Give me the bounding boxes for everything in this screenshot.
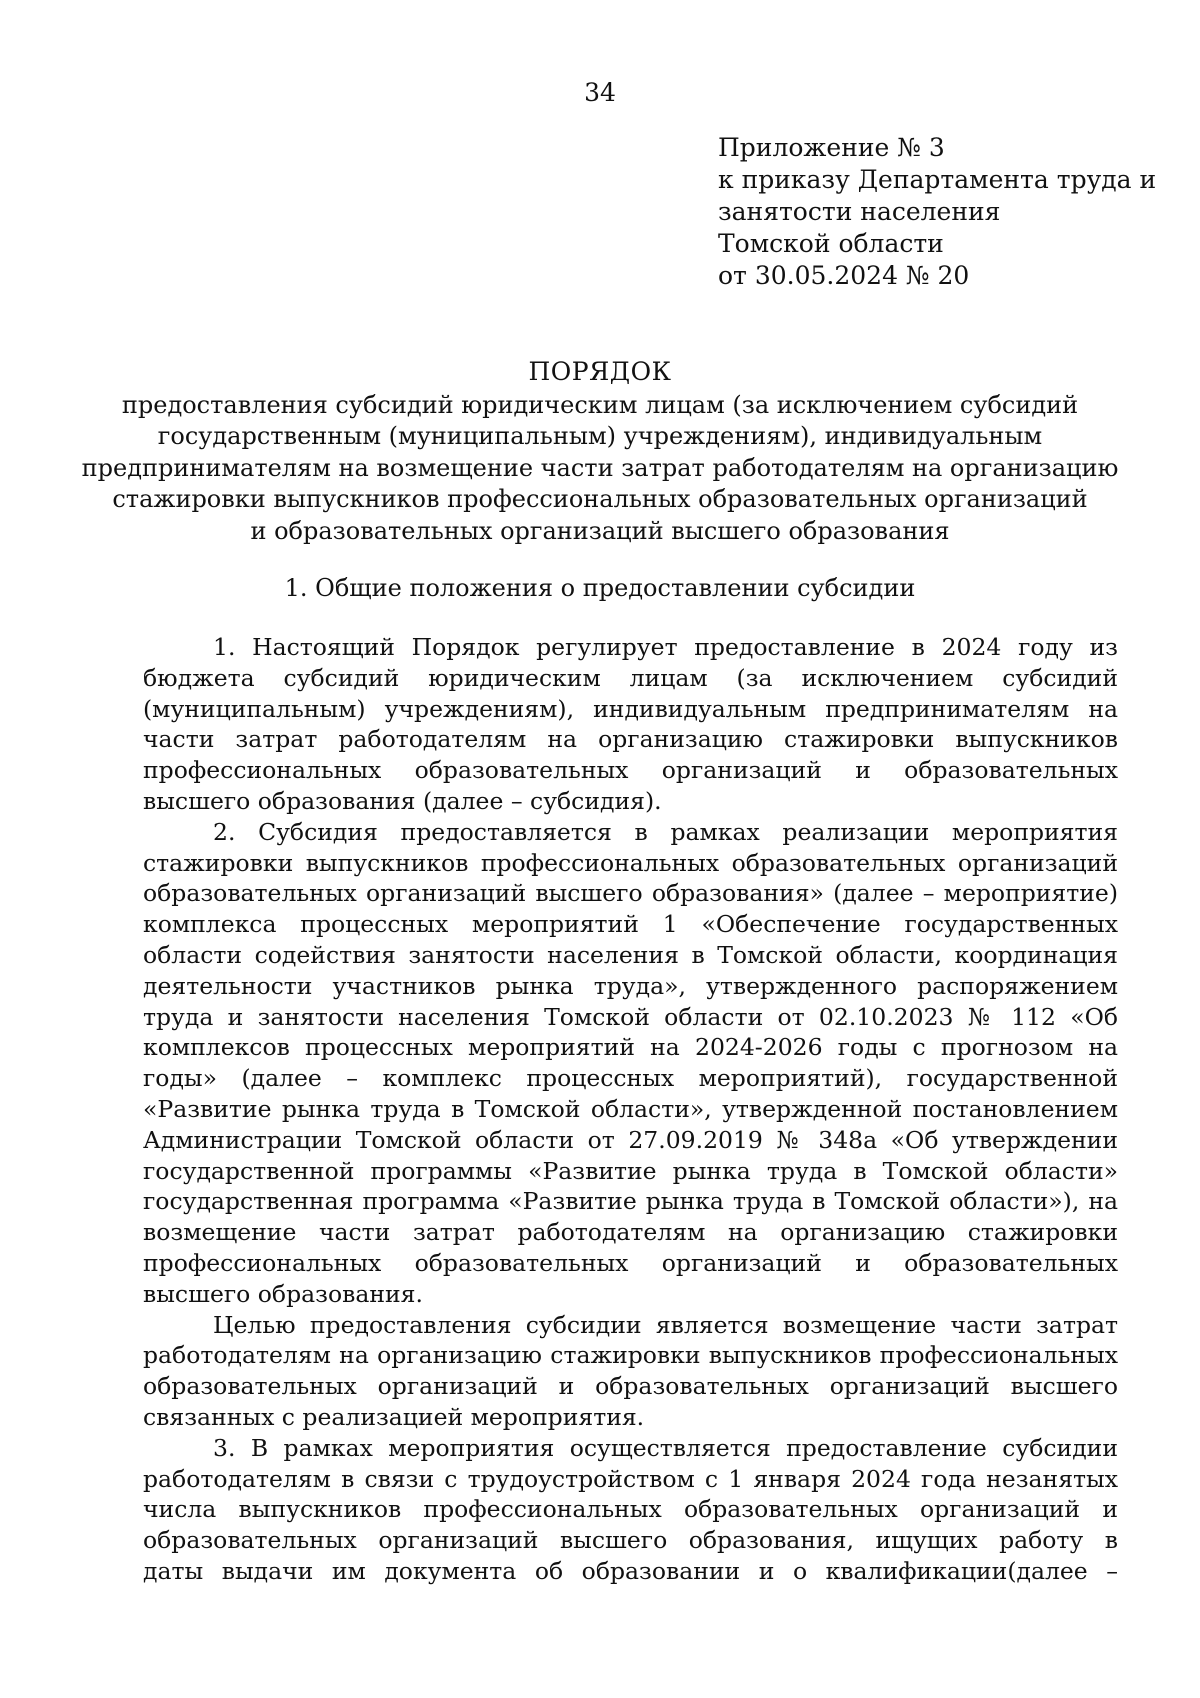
text-line: области содействия занятости населения в Томской области, координация <box>143 940 1118 969</box>
text-line: Целью предоставления субсидии является возмещение части затрат <box>213 1310 1118 1339</box>
appendix-line: занятости населения <box>718 197 1001 226</box>
text-line: образовательных организаций и образовательных организаций высшего <box>143 1372 1118 1401</box>
paragraph-1 <box>143 632 1118 817</box>
text-line: годы» (далее – комплекс процессных мероприятий), государственной <box>143 1064 1118 1093</box>
appendix-line: к приказу Департамента труда и <box>718 165 1157 194</box>
text-line: возмещение части затрат работодателям на организацию стажировки <box>143 1218 1118 1247</box>
text-line: государственной программы «Развитие рынка труда в Томской области» <box>143 1156 1118 1185</box>
title-subline: предоставления субсидий юридическим лицам (за исключением субсидий <box>121 390 1079 419</box>
title-subline: и образовательных организаций высшего образования <box>250 516 950 545</box>
text-line: «Развитие рынка труда в Томской области», утвержденной постановлением <box>143 1094 1118 1123</box>
text-line: деятельности участников рынка труда», утвержденного распоряжением <box>143 971 1118 1000</box>
title-subline: стажировки выпускников профессиональных образовательных организаций <box>112 485 1088 513</box>
section-heading: 1. Общие положения о предоставлении субсидии <box>284 574 916 602</box>
text-line: профессиональных образовательных организаций и образовательных <box>143 1248 1118 1277</box>
text-line: высшего образования. <box>143 1279 423 1308</box>
title-subline: государственным (муниципальным) учреждениям), индивидуальным <box>157 422 1043 450</box>
paragraph-2 <box>143 817 1118 1310</box>
text-line: 3. В рамках мероприятия осуществляется предоставление субсидии <box>213 1433 1118 1462</box>
appendix-line: Томской области <box>718 229 944 258</box>
text-line: 1. Настоящий Порядок регулирует предоставление в 2024 году из <box>213 633 1118 661</box>
text-line: государственная программа «Развитие рынка труда в Томской области»), на <box>143 1187 1118 1216</box>
appendix-line: Приложение № 3 <box>718 133 945 162</box>
text-line: работодателям на организацию стажировки выпускников профессиональных <box>143 1341 1118 1370</box>
text-line: профессиональных образовательных организаций и образовательных <box>143 756 1118 785</box>
appendix-line: от 30.05.2024 № 20 <box>718 261 970 290</box>
text-line: работодателям в связи с трудоустройством с 1 января 2024 года незанятых <box>143 1464 1118 1493</box>
text-line: высшего образования (далее – субсидия). <box>143 786 662 815</box>
text-line: числа выпускников профессиональных образовательных организаций и <box>143 1495 1118 1524</box>
text-line: комплексов процессных мероприятий на 2024-2026 годы с прогнозом на <box>143 1033 1118 1062</box>
document-body <box>143 632 1118 1587</box>
text-line: образовательных организаций высшего образования» (далее – мероприятие) <box>143 879 1118 908</box>
text-line: стажировки выпускников профессиональных образовательных организаций <box>143 848 1118 877</box>
text-line: (муниципальным) учреждениям), индивидуальным предпринимателям на <box>143 694 1118 723</box>
text-line: образовательных организаций высшего образования, ищущих работу в <box>143 1526 1118 1555</box>
document-title: ПОРЯДОК <box>528 357 672 386</box>
text-line: комплекса процессных мероприятий 1 «Обеспечение государственных <box>143 910 1118 939</box>
appendix-reference <box>718 132 1158 292</box>
paragraph-3 <box>143 1433 1118 1587</box>
text-line: даты выдачи им документа об образовании и о квалификации(далее – <box>143 1556 1118 1585</box>
text-line: части затрат работодателям на организацию стажировки выпускников <box>143 725 1118 754</box>
text-line: 2. Субсидия предоставляется в рамках реализации мероприятия <box>213 817 1118 846</box>
title-subline: предпринимателям на возмещение части затрат работодателям на организацию <box>81 453 1119 482</box>
paragraph-purpose <box>143 1310 1118 1433</box>
text-line: Администрации Томской области от 27.09.2019 № 348а «Об утверждении <box>143 1125 1118 1154</box>
document-title-block <box>0 356 1200 547</box>
text-line: труда и занятости населения Томской области от 02.10.2023 № 112 «Об <box>143 1002 1118 1031</box>
text-line: связанных с реализацией мероприятия. <box>143 1402 645 1431</box>
text-line: бюджета субсидий юридическим лицам (за исключением субсидий <box>143 663 1118 692</box>
page-number: 34 <box>584 78 616 107</box>
